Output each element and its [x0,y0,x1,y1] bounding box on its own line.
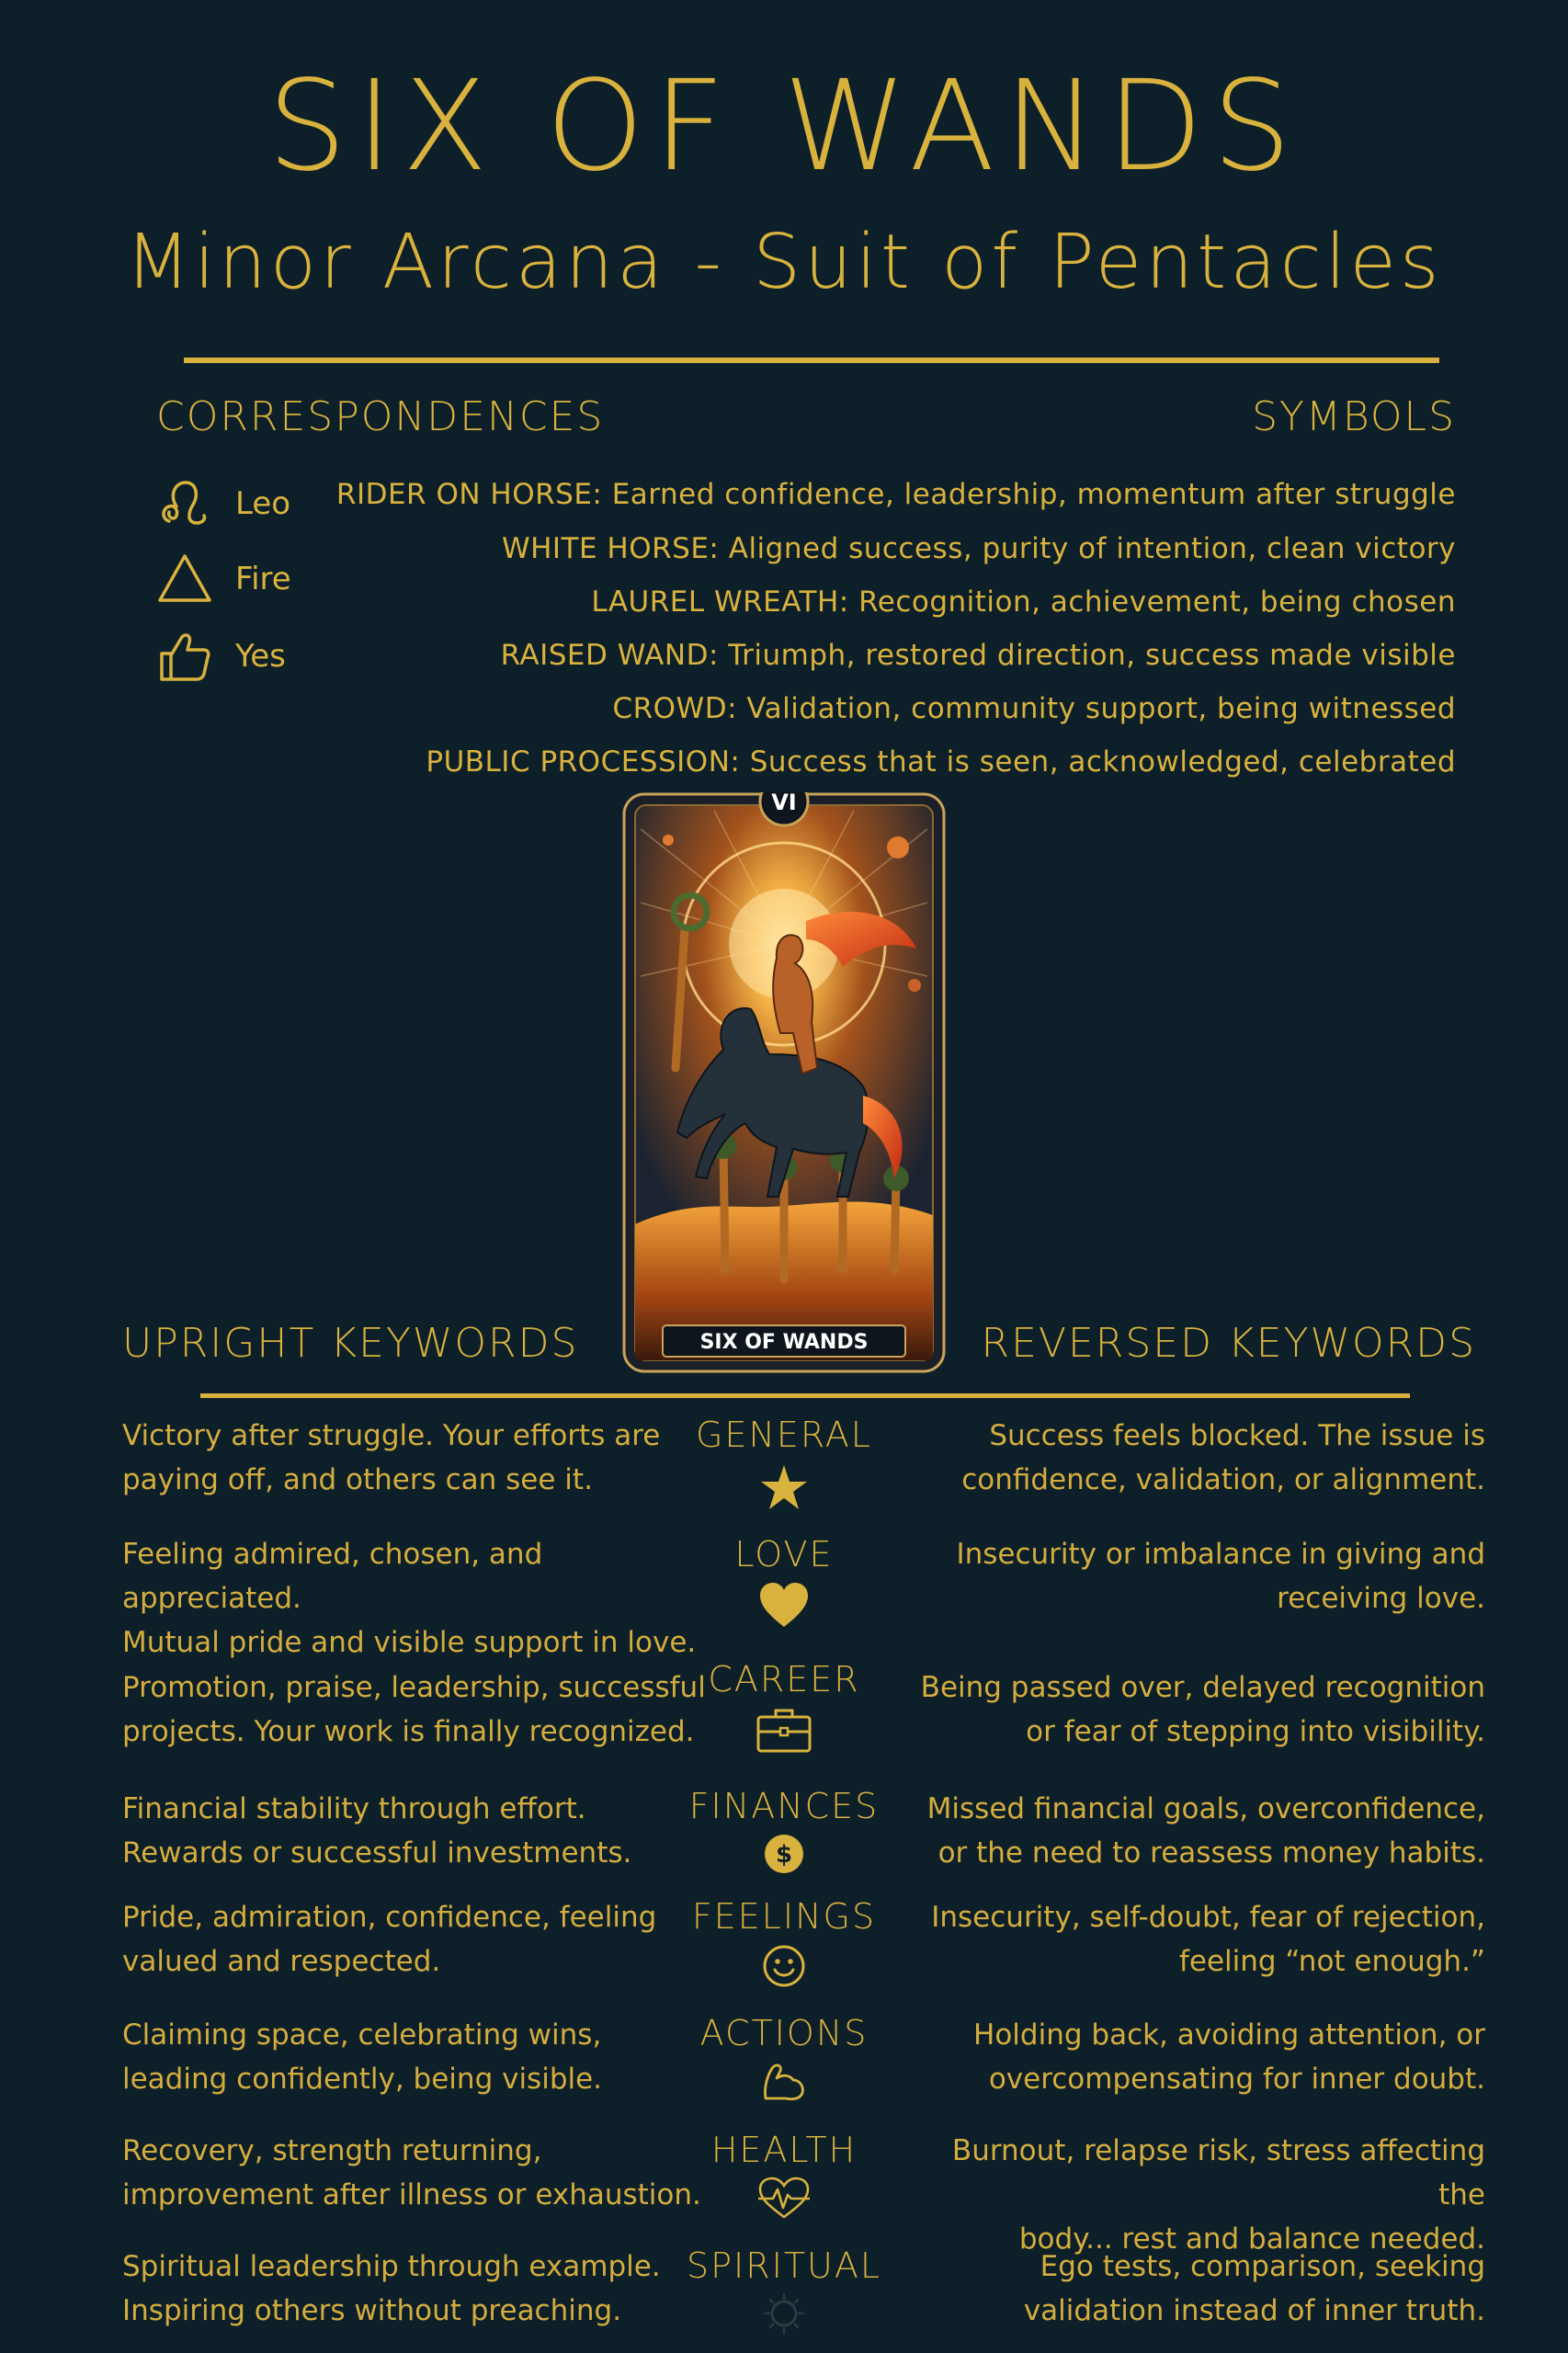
briefcase-icon [756,1706,812,1754]
upright-feelings [122,1895,710,1984]
text-line: valued and respected. [122,1945,441,1978]
text-line: Rewards or successful investments. [122,1836,632,1870]
star-icon [758,1461,810,1513]
reversed-general [897,1414,1485,1502]
text-line: Claiming space, celebrating wins, [122,2018,602,2052]
upright-keywords-heading: UPRIGHT KEYWORDS [122,1320,579,1367]
card-numeral: VI [771,792,797,815]
text-line: Being passed over, delayed recognition [920,1671,1485,1704]
category-career [655,1659,913,1754]
reversed-feelings [897,1895,1485,1984]
category-general [655,1417,913,1513]
category-label: HEALTH [710,2130,858,2170]
tarot-card [622,792,946,1373]
reversed-love [897,1532,1485,1620]
upright-love [122,1532,710,1665]
category-label: CAREER [708,1659,860,1699]
reversed-actions [897,2013,1485,2101]
category-label: ACTIONS [699,2013,869,2053]
correspondence-label: Fire [235,561,291,597]
text-line: Promotion, praise, leadership, successful [122,1671,706,1704]
leo-icon [156,475,213,532]
category-label: FINANCES [688,1786,880,1826]
text-line: improvement after illness or exhaustion. [122,2178,701,2211]
category-label: GENERAL [696,1415,872,1455]
category-feelings [655,1896,913,1989]
flexed-arm-icon [760,2060,808,2102]
text-line: Recovery, strength returning, [122,2134,542,2167]
category-health [655,2132,913,2221]
text-line: or fear of stepping into visibility. [1026,1715,1485,1748]
correspondence-fire [156,551,291,607]
reversed-keywords-heading: REVERSED KEYWORDS [981,1320,1476,1367]
upright-spiritual [122,2245,710,2333]
text-line: validation instead of inner truth. [1023,2294,1485,2327]
symbol-item: WHITE HORSE: Aligned success, purity of intention, clean victory [501,532,1456,565]
category-love [655,1534,913,1629]
category-actions [655,2013,913,2102]
text-line: Holding back, avoiding attention, or [973,2018,1485,2052]
text-line: Inspiring others without preaching. [122,2294,622,2327]
text-line: overcompensating for inner doubt. [988,2063,1485,2096]
symbols-heading: SYMBOLS [1252,393,1456,440]
upright-general [122,1414,710,1502]
heartbeat-icon [756,2177,812,2221]
text-line: paying off, and others can see it. [122,1463,593,1496]
divider-middle [200,1393,1410,1398]
text-line: Victory after struggle. Your efforts are [122,1419,661,1452]
reversed-spiritual [897,2245,1485,2333]
symbol-item: RIDER ON HORSE: Earned confidence, leadership, momentum after struggle [335,478,1456,511]
category-label: SPIRITUAL [686,2245,882,2286]
card-name-label: SIX OF WANDS [699,1331,869,1354]
fire-triangle-icon [156,551,213,608]
text-line: Pride, admiration, confidence, feeling [122,1901,657,1934]
text-line: Insecurity or imbalance in giving and [956,1538,1485,1571]
category-label: LOVE [734,1534,834,1574]
reversed-career [897,1665,1485,1754]
upright-health [122,2129,710,2217]
text-line: leading confidently, being visible. [122,2063,603,2096]
text-line: Burnout, relapse risk, stress affecting the [951,2134,1485,2211]
text-line: Spiritual leadership through example. [122,2250,661,2283]
svg-text:$: $ [775,1841,793,1869]
heart-icon [758,1581,810,1629]
symbol-item: PUBLIC PROCESSION: Success that is seen, acknowledged, celebrated [426,745,1456,779]
upright-actions [122,2013,710,2101]
page-subtitle: Minor Arcana - Suit of Pentacles [125,219,1443,306]
text-line: feeling “not enough.” [1178,1945,1485,1978]
text-line: projects. Your work is finally recognized. [122,1715,695,1748]
thumbs-up-icon [156,628,213,685]
text-line: receiving love. [1277,1582,1485,1615]
symbol-item: LAUREL WREATH: Recognition, achievement, being chosen [591,585,1456,619]
text-line: Financial stability through effort. [122,1792,586,1825]
dollar-coin-icon [763,1833,805,1875]
text-line: Missed financial goals, overconfidence, [926,1792,1485,1825]
text-line: confidence, validation, or alignment. [961,1463,1485,1496]
text-line: Ego tests, comparison, seeking [1040,2250,1485,2283]
tarot-card-illustration [622,792,946,1373]
smiley-icon [761,1943,807,1989]
category-spiritual [655,2245,913,2335]
text-line: Feeling admired, chosen, and appreciated. [122,1538,543,1615]
text-line: Mutual pride and visible support in love. [122,1626,697,1659]
text-line: Success feels blocked. The issue is [989,1419,1485,1452]
page-title: SIX OF WANDS [267,54,1301,199]
correspondences-heading: CORRESPONDENCES [156,393,605,440]
category-finances [655,1786,913,1875]
symbol-item: RAISED WAND: Triumph, restored direction, success made visible [500,639,1456,672]
sun-ring-icon [763,2292,805,2335]
category-label: FEELINGS [691,1896,877,1937]
divider-top [184,358,1439,363]
correspondence-yes [156,629,286,684]
symbol-item: CROWD: Validation, community support, being witnessed [612,692,1456,725]
correspondence-label: Yes [235,638,286,675]
reversed-health [897,2129,1485,2261]
upright-career [122,1665,710,1754]
text-line: Insecurity, self-doubt, fear of rejection, [931,1901,1485,1934]
upright-finances [122,1787,710,1875]
text-line: body... rest and balance needed. [1018,2222,1485,2256]
reversed-finances [897,1787,1485,1875]
text-line: or the need to reassess money habits. [937,1836,1485,1870]
correspondence-leo [156,476,290,531]
correspondence-label: Leo [235,485,291,522]
